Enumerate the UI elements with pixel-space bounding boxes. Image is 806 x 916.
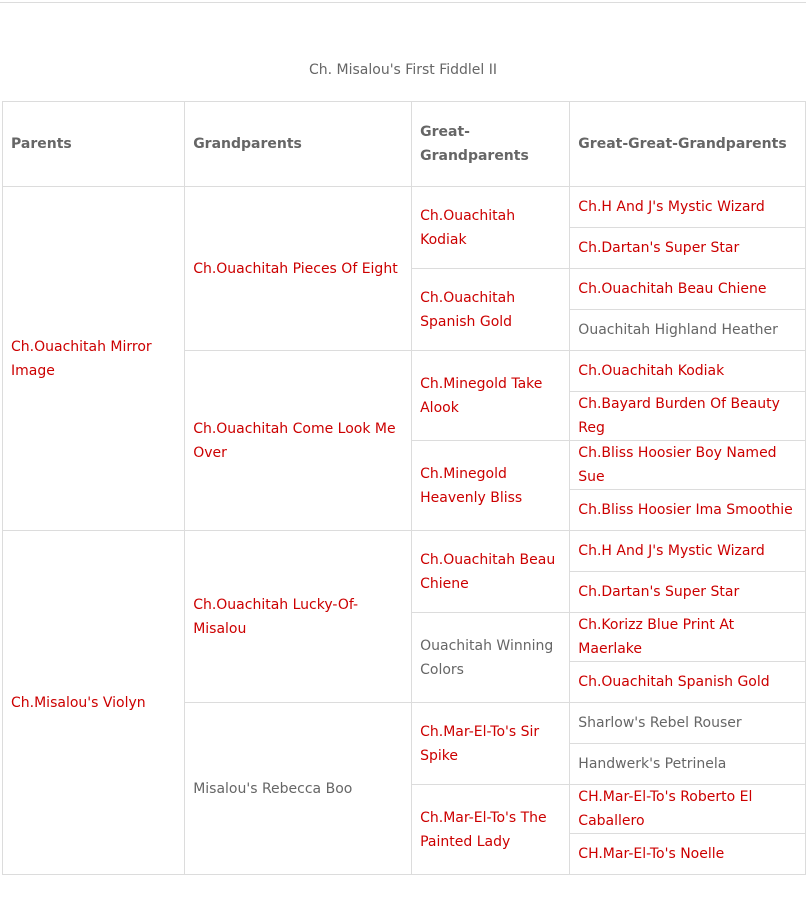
parent-link[interactable]: Ch.Misalou's Violyn <box>11 694 146 711</box>
top-divider <box>0 2 806 3</box>
great-grandparent-cell <box>412 351 570 441</box>
header-grandparents: Grandparents <box>185 102 412 187</box>
parent-cell <box>3 531 185 875</box>
great-great-grandparent-link[interactable]: Ch.Bayard Burden Of Beauty Reg <box>578 396 780 436</box>
great-grandparent-cell <box>412 187 570 269</box>
great-great-grandparent-cell <box>570 744 806 785</box>
great-great-grandparent-cell <box>570 834 806 875</box>
great-grandparent-link[interactable]: Ch.Ouachitah Spanish Gold <box>420 289 516 330</box>
grandparent-cell <box>185 703 412 875</box>
header-great-grandparents: Great-Grandparents <box>412 102 570 187</box>
great-great-grandparent-link[interactable]: CH.Mar-El-To's Noelle <box>578 846 725 862</box>
great-grandparent-cell <box>412 703 570 785</box>
header-great-great-grandparents: Great-Great-Grandparents <box>570 102 806 187</box>
great-great-grandparent-cell <box>570 662 806 703</box>
great-grandparent-cell <box>412 531 570 613</box>
great-great-grandparent-cell <box>570 572 806 613</box>
great-great-grandparent-link[interactable]: Ch.Ouachitah Spanish Gold <box>578 674 770 690</box>
great-great-grandparent-cell <box>570 351 806 392</box>
great-grandparent-link: Ouachitah Winning Colors <box>420 637 554 678</box>
great-great-grandparent-link: Sharlow's Rebel Rouser <box>578 715 742 731</box>
parent-link[interactable]: Ch.Ouachitah Mirror Image <box>11 338 152 379</box>
pedigree-title: Ch. Misalou's First Fiddlel II <box>308 62 498 78</box>
grandparent-link[interactable]: Ch.Ouachitah Lucky-Of-Misalou <box>193 596 359 637</box>
great-great-grandparent-link: Ouachitah Highland Heather <box>578 322 778 338</box>
great-great-grandparent-cell <box>570 310 806 351</box>
great-grandparent-link[interactable]: Ch.Ouachitah Kodiak <box>420 207 516 248</box>
header-row <box>3 102 806 187</box>
great-great-grandparent-cell <box>570 703 806 744</box>
great-great-grandparent-cell <box>570 531 806 572</box>
great-great-grandparent-cell <box>570 785 806 834</box>
great-great-grandparent-link[interactable]: Ch.Ouachitah Kodiak <box>578 363 725 379</box>
grandparent-cell <box>185 351 412 531</box>
parent-cell <box>3 187 185 531</box>
grandparent-link[interactable]: Ch.Ouachitah Come Look Me Over <box>193 420 396 461</box>
great-grandparent-link[interactable]: Ch.Minegold Heavenly Bliss <box>420 465 523 506</box>
great-grandparent-cell <box>412 785 570 875</box>
great-great-grandparent-cell <box>570 490 806 531</box>
great-great-grandparent-link[interactable]: Ch.H And J's Mystic Wizard <box>578 199 765 215</box>
great-great-grandparent-link[interactable]: Ch.H And J's Mystic Wizard <box>578 543 765 559</box>
great-great-grandparent-cell <box>570 187 806 228</box>
great-great-grandparent-link[interactable]: Ch.Bliss Hoosier Boy Named Sue <box>578 445 777 485</box>
great-great-grandparent-cell <box>570 269 806 310</box>
great-grandparent-link[interactable]: Ch.Mar-El-To's The Painted Lady <box>420 809 547 850</box>
great-grandparent-link[interactable]: Ch.Mar-El-To's Sir Spike <box>420 723 540 764</box>
great-great-grandparent-link[interactable]: Ch.Korizz Blue Print At Maerlake <box>578 617 735 657</box>
pedigree-table <box>2 101 806 875</box>
great-grandparent-link[interactable]: Ch.Minegold Take Alook <box>420 375 543 416</box>
grandparent-link[interactable]: Ch.Ouachitah Pieces Of Eight <box>193 260 398 277</box>
great-great-grandparent-link[interactable]: CH.Mar-El-To's Roberto El Caballero <box>578 789 753 829</box>
great-grandparent-cell <box>412 269 570 351</box>
grandparent-cell <box>185 187 412 351</box>
great-great-grandparent-link[interactable]: Ch.Bliss Hoosier Ima Smoothie <box>578 502 793 518</box>
great-great-grandparent-link[interactable]: Ch.Dartan's Super Star <box>578 240 740 256</box>
great-grandparent-cell <box>412 441 570 531</box>
great-great-grandparent-cell <box>570 441 806 490</box>
great-great-grandparent-link[interactable]: Ch.Ouachitah Beau Chiene <box>578 281 767 297</box>
grandparent-cell <box>185 531 412 703</box>
great-great-grandparent-cell <box>570 228 806 269</box>
great-great-grandparent-link: Handwerk's Petrinela <box>578 756 727 772</box>
great-grandparent-cell <box>412 613 570 703</box>
great-great-grandparent-link[interactable]: Ch.Dartan's Super Star <box>578 584 740 600</box>
header-parents: Parents <box>3 102 185 187</box>
great-great-grandparent-cell <box>570 613 806 662</box>
grandparent-link: Misalou's Rebecca Boo <box>193 780 353 797</box>
great-grandparent-link[interactable]: Ch.Ouachitah Beau Chiene <box>420 551 556 592</box>
great-great-grandparent-cell <box>570 392 806 441</box>
